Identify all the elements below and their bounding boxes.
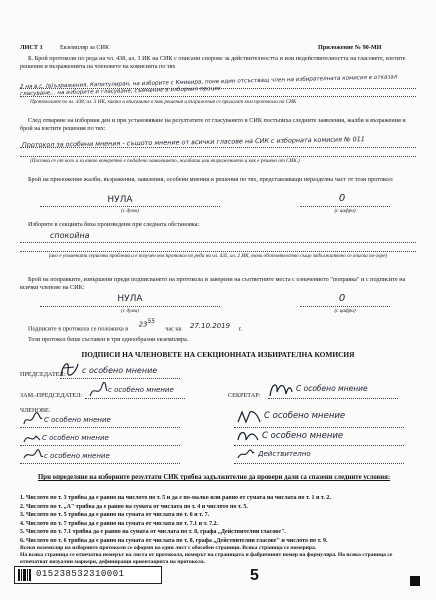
secretary-note: С особено мнение <box>296 384 368 393</box>
member-2-line <box>20 445 180 446</box>
corrections-words: НУЛА <box>117 294 143 304</box>
signing-minutes: 55 <box>147 319 155 325</box>
checks-list <box>20 494 420 546</box>
copy-label: Екземпляр за СИК <box>60 44 110 51</box>
circumstances-line-2 <box>20 251 416 252</box>
member-5-note: С особено мнение <box>262 431 344 441</box>
signing-line <box>28 319 424 333</box>
corrections-digits-line <box>300 306 390 307</box>
deputy-label: ЗАМ.-ПРЕДСЕДАТЕЛ: <box>20 392 83 399</box>
member-5-line <box>234 445 404 446</box>
circumstances-handwritten: спокойна <box>50 231 90 240</box>
chair-label: ПРЕДСЕДАТЕЛ: <box>20 371 66 378</box>
attachments-text: Брой на приложение жалби, възражения, заявления, особени мнения и решения по тях, представляващи неразделна част от този протокол: <box>28 176 394 183</box>
check-item: 4. Числото по т. 7 трябва да е равно на сумата от числата по т. 7.1 и т. 7.2. <box>20 520 219 527</box>
check-item: 3. Числото по т. 5 трябва да е равно на сумата от числата по т. 6 и т. 7. <box>20 512 210 519</box>
serial-box <box>14 566 162 584</box>
check-item: 1. Числото по т. 3 трябва да е равно на числото по т. 5 и да е по-малко или равно от сумата на числата по т. 1 и т. 2. <box>20 495 331 501</box>
member-3-line <box>20 463 180 464</box>
member-4-note: С особено мнение <box>264 411 346 421</box>
complaints-line-2 <box>20 156 416 157</box>
sheet-number: ЛИСТ 1 <box>20 44 43 51</box>
member-2-signature <box>22 430 42 446</box>
chair-signature <box>58 358 80 380</box>
check-item: 2. Числото по т. „А" трябва да е равно на сумата от числата по т. 4 и числото по т. 5. <box>20 503 248 510</box>
member-6-line <box>234 463 404 464</box>
signing-hour <box>130 319 164 329</box>
barcode-icon <box>18 569 32 581</box>
member-1-signature <box>22 412 44 428</box>
serial-number: 015238532310001 <box>36 569 125 580</box>
checks-title: При определяне на изборните резултати СИК трябва задължително да провери дали са спазени следните условия: <box>38 474 391 481</box>
attachments-digits: 0 <box>338 193 346 204</box>
complaints-note: (Посочва се от кого и за какво конкретно е подадено заявлението, жалбата или възражението и как е решено от СИК.) <box>30 158 300 164</box>
signing-suffix: г. <box>238 325 242 333</box>
attachments-digits-line <box>300 206 390 207</box>
secretary-label: СЕКРЕТАР: <box>228 392 261 399</box>
complaints-intro: След отваряне на изборния ден и при установяване на резултатите от гласуването в СИК постъпиха следните заявления, жалби и възражения и брой на взетите решения по тях: <box>20 117 406 132</box>
attachments-words-label: (с думи) <box>121 208 139 214</box>
deputy-note: с особено мнение <box>108 386 174 394</box>
corrections-words-line <box>40 306 220 307</box>
circumstances-text: Изборите в секцията бяха произведени при следната обстановка: <box>28 221 200 228</box>
member-6-signature <box>236 446 256 462</box>
member-1-note: С особено мнение <box>44 416 111 424</box>
section-b-handwritten: 2 ня в.с. (в)ъзражения, Капитулиран, на изборите с Кмиеира, поне един отсъстващ член на избирателната комисия е отказал гласуване... на изборите и гласуване, съмнение в изборния процес <box>19 74 398 98</box>
chair-note: с особено мнение <box>82 366 158 375</box>
chair-line <box>60 378 180 379</box>
member-3-signature <box>22 448 44 464</box>
complaints-handwritten: Протокол за особени мнения - същото мнение от всички гласове на СИК с изборната комисия № 011 <box>21 135 365 150</box>
deputy-line <box>85 398 185 399</box>
member-4-signature <box>236 408 262 426</box>
check-item: 5. Числото по т. 7.1 трябва да е равно на сумата от числата по т. 8, графа „Действителни гласове". <box>20 529 286 536</box>
secretary-signature <box>268 378 294 400</box>
footer-note-2: На всяка страница се отпечатва номерът на листа от протокола, номерът на страницата и фабричният номер на формуляра. На всяка страница се отпечатват визуални маркери, дефиниращи ориентацията на протокола. <box>20 552 393 565</box>
complaints-line-1 <box>20 147 416 148</box>
member-5-signature <box>236 428 260 444</box>
circumstances-note: (ако е упоменати сериозни проблеми и е получен нов протокол по реда на чл. 435, ал. 2 ИК, това обстоятелство също задължително се описва по-горе) <box>48 253 388 259</box>
section-b-line-1 <box>20 88 416 89</box>
signing-hour-value: 23 <box>138 320 148 329</box>
check-item: 6. Числото по т. 6 трябва да е равно на сумата от числата по т. 8, графа „Действителни гласове" и числото по т. 9. <box>20 537 328 544</box>
corrections-words-label: (с думи) <box>121 308 139 314</box>
member-6-note: Действително <box>258 450 311 458</box>
signing-mid: час на <box>165 325 182 333</box>
signing-prefix: Подписите в протокола се положиха в <box>28 325 129 333</box>
attachments-words: НУЛА <box>107 195 133 205</box>
secretary-line <box>268 398 398 399</box>
footer-note-1: Всеки екземпляр на изборните протоколи се оформя на един лист с обособен страници. Всяка страница се номерира. <box>20 545 317 551</box>
corrections-text: Брой на поправките, извършени преди подписването на протокола и заверени на съответните места с означението "поправка" и с подписите на всички членове на СИК: <box>20 276 406 291</box>
member-3-note: с особено мнение <box>44 452 110 460</box>
section-b-line-2 <box>20 96 416 97</box>
member-1-line <box>20 427 180 428</box>
members-label: ЧЛЕНОВЕ: <box>20 407 51 414</box>
signing-copies: Този протокол беше съставен в три еднообразни екземпляра. <box>28 336 189 343</box>
attachments-digits-label: (с цифри) <box>334 208 356 214</box>
corrections-digits-label: (с цифри) <box>334 308 356 314</box>
signing-date: 27.10.2019 <box>190 322 231 331</box>
circumstances-line-1 <box>20 242 416 243</box>
signatures-title: ПОДПИСИ НА ЧЛЕНОВЕТЕ НА СЕКЦИОННАТА ИЗБИРАТЕЛНА КОМИСИЯ <box>81 350 355 359</box>
section-b-text: Б. Брой протоколи по реда на чл. 438, ал. 3 ИК на СИК с описани спорове за действителността и или недействителността на гласовете, взетите решения и възраженията на членовете на комисията по тях <box>20 55 406 70</box>
section-b-note: Протоколите по чл. 438, ал. 3 ИК, както и вписаните в тях решения и възражения се прилагат към протокола на СИК <box>30 99 297 105</box>
orientation-marker <box>410 576 420 586</box>
attachments-words-line <box>40 206 220 207</box>
member-2-note: С особено мнение <box>42 434 109 442</box>
appendix-number: Приложение № 90-МИ <box>318 44 382 51</box>
corrections-digits: 0 <box>338 293 346 304</box>
page-number: 5 <box>250 567 259 584</box>
